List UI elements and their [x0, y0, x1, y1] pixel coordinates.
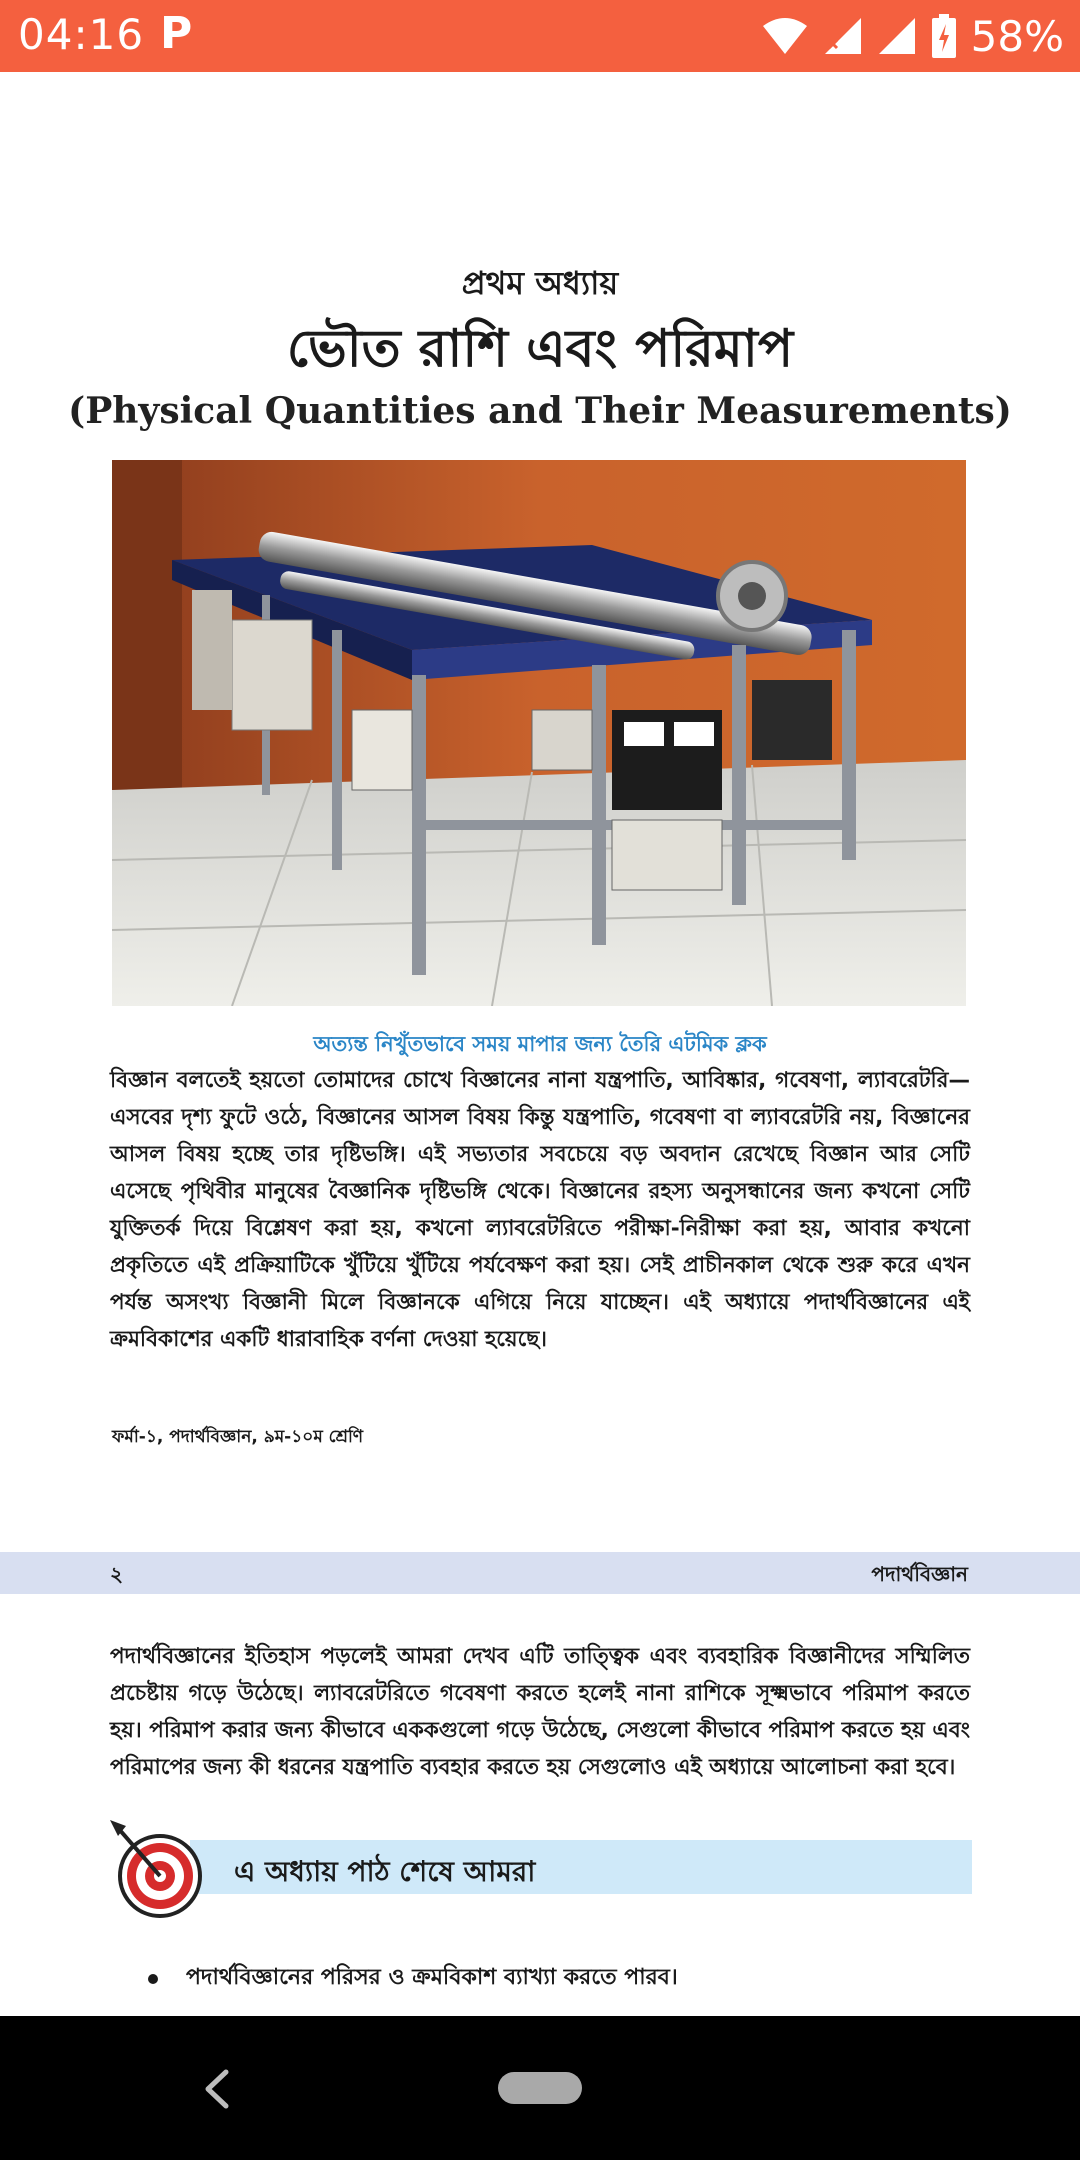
bullet-icon	[148, 1974, 158, 1984]
battery-percent: 58%	[970, 11, 1064, 61]
wifi-icon	[761, 16, 809, 56]
signal-icon	[877, 16, 917, 56]
mobile-signal-icon	[823, 16, 863, 56]
notification-app-icon: P	[160, 8, 193, 59]
atomic-clock-photo	[112, 460, 966, 1006]
page-header-band	[0, 1552, 1080, 1594]
page-number: ২	[110, 1562, 124, 1586]
chevron-left-icon[interactable]	[186, 2054, 246, 2124]
chapter-label: প্রথম অধ্যায়	[461, 264, 619, 302]
status-time: 04:16	[18, 10, 145, 59]
navigation-bar	[0, 2016, 1080, 2160]
status-icons	[761, 8, 1064, 64]
status-bar	[0, 0, 1080, 72]
battery-icon	[931, 14, 957, 58]
running-header: পদার্থবিজ্ঞান	[871, 1562, 968, 1586]
home-pill-icon[interactable]	[498, 2072, 582, 2104]
history-paragraph: পদার্থবিজ্ঞানের ইতিহাস পড়লেই আমরা দেখব এটি তাত্ত্বিক এবং ব্যবহারিক বিজ্ঞানীদের সম্মিলিত প্রচেষ্টায় গড়ে উঠেছে। ল্যাবরেটরিতে গবেষণা করতে হলেই নানা রাশিকে সূক্ষ্মভাবে পরিমাপ করতে হয়। পরিমাপ করার জন্য কীভাবে এককগুলো গড়ে উঠেছে, সেগুলো কীভাবে পরিমাপ করতে হয় এবং পরিমাপের জন্য কী ধরনের যন্ত্রপাতি ব্যবহার করতে হয় সেগুলোও এই অধ্যায়ে আলোচনা করা হবে।	[110, 1644, 970, 1780]
document-viewer[interactable]	[0, 72, 1080, 2016]
objective-item	[140, 1956, 980, 2000]
chapter-title: ভৌত রাশি এবং পরিমাপ	[286, 318, 794, 379]
objectives-heading: এ অধ্যায় পাঠ শেষে আমরা	[234, 1855, 536, 1888]
objectives-list	[140, 1956, 980, 2000]
intro-paragraph: বিজ্ঞান বলতেই হয়তো তোমাদের চোখে বিজ্ঞানের নানা যন্ত্রপাতি, আবিষ্কার, গবেষণা, ল্যাবরেটরি— এসবের দৃশ্য ফুটে ওঠে, বিজ্ঞানের আসল বিষয় কিন্তু যন্ত্রপাতি, গবেষণা বা ল্যাবরেটরি নয়, বিজ্ঞানের আসল বিষয় হচ্ছে তার দৃষ্টিভঙ্গি। এই সভ্যতার সবচেয়ে বড় অবদান রেখেছে বিজ্ঞান আর সেটি এসেছে পৃথিবীর মানুষের বৈজ্ঞানিক দৃষ্টিভঙ্গি থেকে। বিজ্ঞানের রহস্য অনুসন্ধানের জন্য কখনো সেটি যুক্তিতর্ক দিয়ে বিশ্লেষণ করা হয়, কখনো ল্যাবরেটরিতে পরীক্ষা-নিরীক্ষা করা হয়, আবার কখনো প্রকৃতিতে এই প্রক্রিয়াটিকে খুঁটিয়ে খুঁটিয়ে পর্যবেক্ষণ করা হয়। সেই প্রাচীনকাল থেকে শুরু করে এখন পর্যন্ত অসংখ্য বিজ্ঞানী মিলে বিজ্ঞানকে এগিয়ে নিয়ে যাচ্ছেন। এই অধ্যায়ে পদার্থবিজ্ঞানের এই ক্রমবিকাশের একটি ধারাবাহিক বর্ণনা দেওয়া হয়েছে।	[110, 1068, 970, 1352]
target-icon	[104, 1818, 208, 1922]
objective-text: পদার্থবিজ্ঞানের পরিসর ও ক্রমবিকাশ ব্যাখ্যা করতে পারব।	[186, 1965, 678, 1990]
page-footnote: ফর্মা-১, পদার্থবিজ্ঞান, ৯ম-১০ম শ্রেণি	[112, 1427, 364, 1447]
photo-caption: অত্যন্ত নিখুঁতভাবে সময় মাপার জন্য তৈরি এটমিক ক্লক	[313, 1032, 767, 1056]
chapter-subtitle: (Physical Quantities and Their Measurements)	[68, 390, 1012, 432]
objectives-banner	[190, 1840, 972, 1894]
